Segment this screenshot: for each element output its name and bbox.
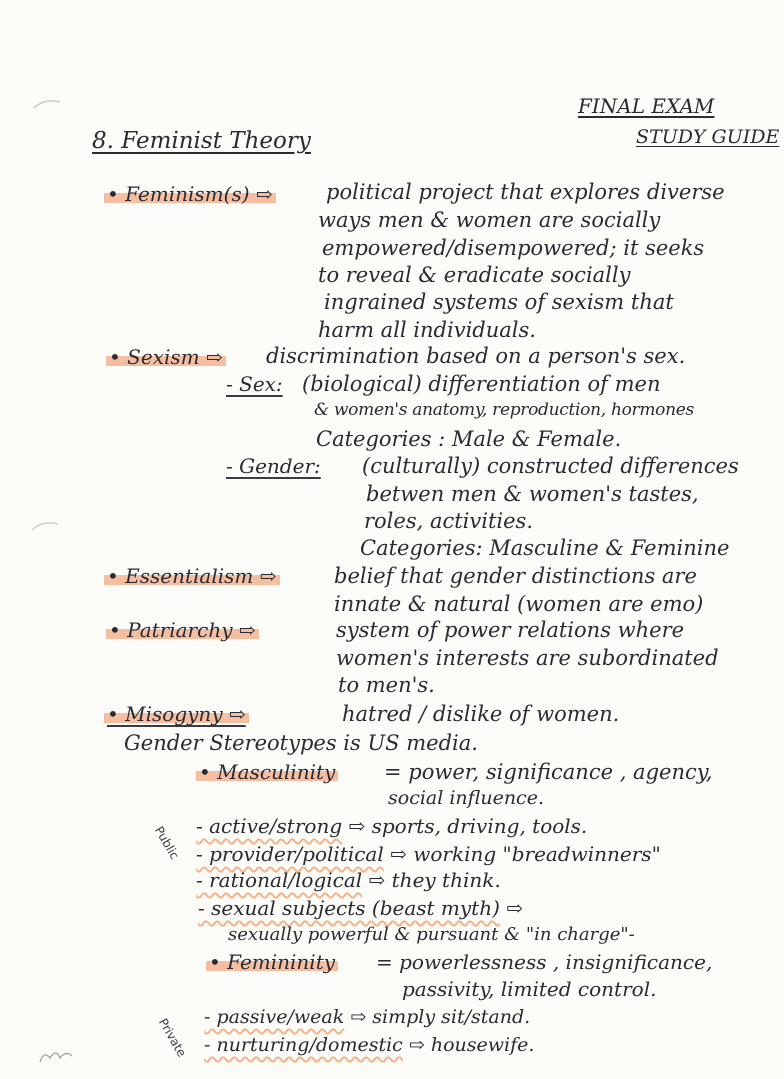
margin-note-public: Public bbox=[151, 824, 182, 862]
masc-item-3-label: - rational/logical bbox=[196, 868, 363, 892]
title-final-exam: FINAL EXAM bbox=[578, 94, 715, 118]
fem-item-1-label: - passive/weak bbox=[204, 1006, 345, 1028]
label-gender bbox=[226, 456, 321, 476]
def-misogyny: hatred / dislike of women. bbox=[342, 702, 620, 726]
essentialism-line-2: innate & natural (women are emo) bbox=[334, 592, 704, 616]
stereotypes-heading: Gender Stereotypes is US media. bbox=[124, 731, 478, 755]
margin-note-private: Private bbox=[155, 1016, 189, 1060]
patriarchy-line-2: women's interests are subordinated bbox=[336, 646, 719, 670]
page-curl-mark-top bbox=[32, 96, 62, 112]
masculinity-cont: social influence. bbox=[388, 787, 544, 809]
def-feminism-6: harm all individuals. bbox=[318, 318, 536, 342]
gender-line-2: betwen men & women's tastes, bbox=[366, 482, 699, 506]
masc-item-4 bbox=[198, 898, 523, 918]
def-feminism-1: political project that explores diverse bbox=[326, 180, 725, 204]
term-masculinity-text: • Masculinity bbox=[196, 760, 338, 784]
fem-item-2-label: - nurturing/domestic bbox=[204, 1034, 403, 1056]
masc-item-1 bbox=[196, 816, 587, 836]
masc-item-3 bbox=[196, 870, 501, 890]
def-feminism-5: ingrained systems of sexism that bbox=[324, 290, 674, 314]
title-study-guide: STUDY GUIDE bbox=[636, 126, 780, 148]
term-essentialism-text: • Essentialism ⇨ bbox=[104, 564, 280, 588]
term-feminism-text: • Feminism(s) ⇨ bbox=[104, 182, 276, 206]
masculinity-eq: = power, significance , agency, bbox=[384, 760, 713, 784]
term-femininity-text: • Femininity bbox=[206, 950, 338, 974]
def-feminism-3: empowered/disempowered; it seeks bbox=[322, 236, 705, 260]
gender-line-1: (culturally) constructed differences bbox=[362, 454, 739, 478]
sex-line-1: (biological) differentiation of men bbox=[302, 372, 661, 396]
term-sexism-text: • Sexism ⇨ bbox=[106, 345, 226, 369]
fem-item-1-rest: ⇨ simply sit/stand. bbox=[350, 1006, 531, 1028]
masc-item-2 bbox=[196, 844, 661, 864]
page-scribble-bottom bbox=[38, 1046, 74, 1066]
term-sexism bbox=[106, 347, 226, 367]
masc-item-3-rest: ⇨ they think. bbox=[368, 868, 501, 892]
def-sexism: discrimination based on a person's sex. bbox=[266, 344, 686, 368]
sex-line-3: Categories : Male & Female. bbox=[316, 427, 622, 451]
def-feminism-4: to reveal & eradicate socially bbox=[318, 263, 631, 287]
femininity-cont: passivity, limited control. bbox=[402, 977, 657, 1001]
term-patriarchy bbox=[106, 620, 259, 640]
essentialism-line-1: belief that gender distinctions are bbox=[334, 564, 697, 588]
term-femininity bbox=[206, 952, 338, 972]
term-masculinity bbox=[196, 762, 338, 782]
term-feminism bbox=[104, 184, 276, 204]
sex-line-2: & women's anatomy, reproduction, hormones bbox=[314, 400, 694, 420]
fem-item-2 bbox=[204, 1036, 534, 1055]
gender-line-4: Categories: Masculine & Feminine bbox=[360, 536, 730, 560]
masc-item-4-label: - sexual subjects (beast myth) bbox=[198, 896, 500, 920]
gender-line-3: roles, activities. bbox=[364, 509, 534, 533]
masc-item-1-label: - active/strong bbox=[196, 814, 343, 838]
femininity-eq: = powerlessness , insignificance, bbox=[376, 950, 713, 974]
patriarchy-line-3: to men's. bbox=[338, 673, 435, 697]
fem-item-1 bbox=[204, 1008, 530, 1027]
fem-item-2-rest: ⇨ housewife. bbox=[408, 1034, 535, 1056]
patriarchy-line-1: system of power relations where bbox=[336, 618, 685, 642]
def-feminism-2: ways men & women are socially bbox=[318, 208, 661, 232]
masc-item-1-rest: ⇨ sports, driving, tools. bbox=[348, 814, 588, 838]
page-curl-mark-mid bbox=[30, 518, 60, 534]
label-gender-text: - Gender: bbox=[226, 454, 321, 478]
masc-item-2-rest: ⇨ working "breadwinners" bbox=[390, 842, 661, 866]
term-patriarchy-text: • Patriarchy ⇨ bbox=[106, 618, 259, 642]
sexual-line: sexually powerful & pursuant & "in charge"- bbox=[228, 924, 635, 945]
section-heading: 8. Feminist Theory bbox=[92, 128, 311, 154]
term-essentialism bbox=[104, 566, 280, 586]
term-misogyny bbox=[104, 704, 249, 724]
label-sex-text: - Sex: bbox=[226, 372, 283, 396]
term-misogyny-text: • Misogyny ⇨ bbox=[104, 702, 249, 726]
masc-item-2-label: - provider/political bbox=[196, 842, 384, 866]
masc-item-4-rest: ⇨ bbox=[506, 896, 524, 920]
label-sex bbox=[226, 374, 283, 394]
